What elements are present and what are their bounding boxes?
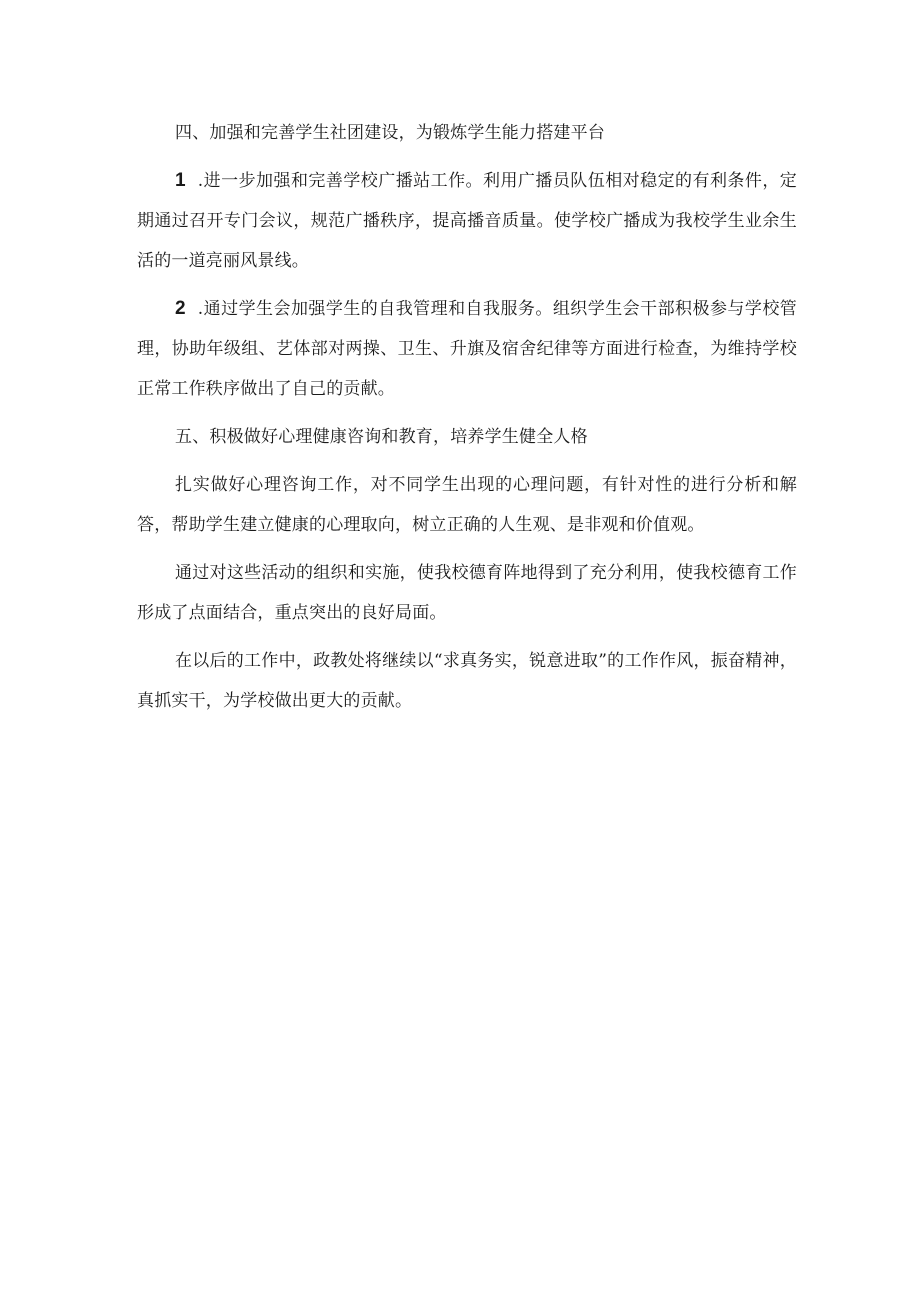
list-item-2 <box>137 289 797 409</box>
item-number-2: 2 <box>175 298 186 319</box>
paragraph-future: 在以后的工作中，政教处将继续以“求真务实，锐意进取”的工作作风，振奋精神，真抓实干，为学校做出更大的贡献。 <box>137 651 797 711</box>
document-body <box>137 113 797 729</box>
paragraph-summary: 通过对这些活动的组织和实施，使我校德育阵地得到了充分利用，使我校德育工作形成了点面结合，重点突出的良好局面。 <box>137 563 797 623</box>
paragraph-psych: 扎实做好心理咨询工作，对不同学生出现的心理问题，有针对性的进行分析和解答，帮助学生建立健康的心理取向，树立正确的人生观、是非观和价值观。 <box>137 475 797 535</box>
item-text-2: .通过学生会加强学生的自我管理和自我服务。组织学生会干部积极参与学校管理，协助年级组、艺体部对两操、卫生、升旗及宿舍纪律等方面进行检查，为维持学校正常工作秩序做出了自己的贡献。 <box>137 299 797 399</box>
item-number-1: 1 <box>175 170 186 191</box>
section-heading-5: 五、积极做好心理健康咨询和教育，培养学生健全人格 <box>175 427 588 447</box>
list-item-1 <box>137 161 797 281</box>
section-heading-4: 四、加强和完善学生社团建设，为锻炼学生能力搭建平台 <box>175 123 605 143</box>
item-text-1: .进一步加强和完善学校广播站工作。利用广播员队伍相对稳定的有利条件，定期通过召开专门会议，规范广播秩序，提高播音质量。使学校广播成为我校学生业余生活的一道亮丽风景线。 <box>137 171 797 271</box>
